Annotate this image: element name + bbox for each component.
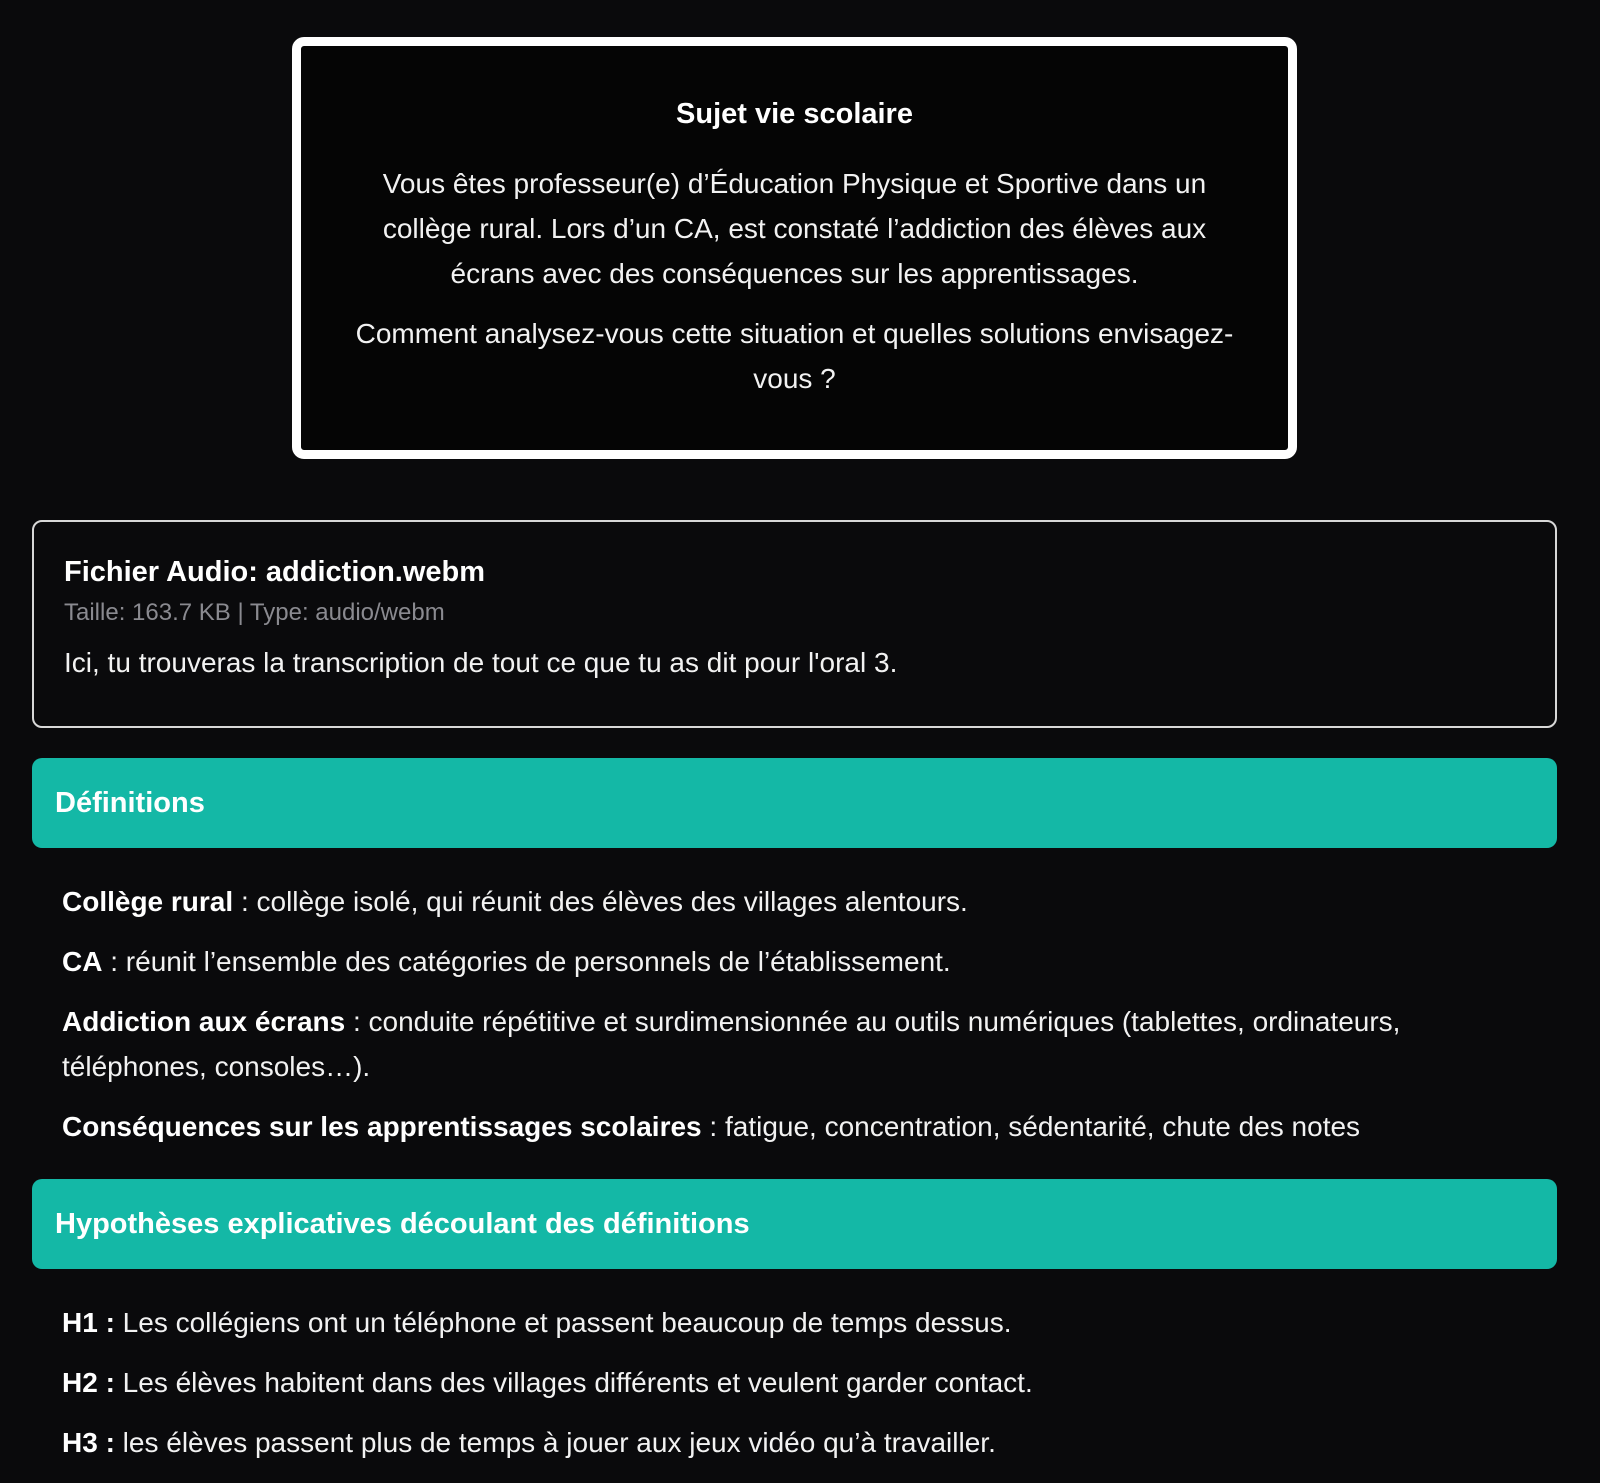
hypothesis-label: H3 : — [62, 1427, 115, 1458]
audio-file-description: Ici, tu trouveras la transcription de tout ce que tu as dit pour l'oral 3. — [64, 647, 898, 678]
hypothesis-label: H1 : — [62, 1307, 115, 1338]
subject-question: Comment analysez-vous cette situation et quelles solutions envisagez-vous ? — [355, 318, 1234, 394]
hypothesis-label: H2 : — [62, 1367, 115, 1398]
definition-item — [62, 999, 1542, 1089]
definition-term: Conséquences sur les apprentissages scolaires — [62, 1111, 702, 1142]
hypothesis-item — [62, 1300, 1542, 1345]
definition-item — [62, 879, 1542, 924]
definition-text: : réunit l’ensemble des catégories de personnels de l’établissement. — [102, 946, 951, 977]
definitions-list — [62, 879, 1542, 1164]
definition-term: CA — [62, 946, 103, 977]
definition-term: Collège rural — [62, 886, 234, 917]
section-header-definitions[interactable]: Définitions — [32, 758, 1557, 848]
audio-file-card — [32, 520, 1557, 728]
definition-term: Addiction aux écrans — [62, 1006, 346, 1037]
definition-text: : collège isolé, qui réunit des élèves des villages alentours. — [233, 886, 968, 917]
hypothesis-text: Les élèves habitent dans des villages différents et veulent garder contact. — [114, 1367, 1033, 1398]
definition-text: : fatigue, concentration, sédentarité, chute des notes — [701, 1111, 1361, 1142]
hypothesis-item — [62, 1360, 1542, 1405]
subject-paragraph: Vous êtes professeur(e) d’Éducation Physique et Sportive dans un collège rural. Lors d’un CA, est constaté l’addiction des élèves aux écrans avec des conséquences sur les apprentissages. — [382, 168, 1207, 289]
audio-file-meta: Taille: 163.7 KB | Type: audio/webm — [64, 599, 445, 626]
definition-text: : conduite répétitive et surdimensionnée au outils numériques (tablettes, ordinateurs, téléphones, consoles…). — [62, 1006, 1401, 1082]
definition-item — [62, 1104, 1542, 1149]
definition-item — [62, 939, 1542, 984]
subject-title: Sujet vie scolaire — [676, 98, 913, 130]
hypothesis-item — [62, 1420, 1542, 1465]
hypotheses-list — [62, 1300, 1542, 1480]
hypothesis-text: Les collégiens ont un téléphone et passent beaucoup de temps dessus. — [114, 1307, 1012, 1338]
subject-card — [292, 37, 1297, 459]
audio-file-title: Fichier Audio: addiction.webm — [64, 556, 486, 588]
section-header-hypotheses[interactable]: Hypothèses explicatives découlant des définitions — [32, 1179, 1557, 1269]
hypothesis-text: les élèves passent plus de temps à jouer aux jeux vidéo qu’à travailler. — [114, 1427, 996, 1458]
